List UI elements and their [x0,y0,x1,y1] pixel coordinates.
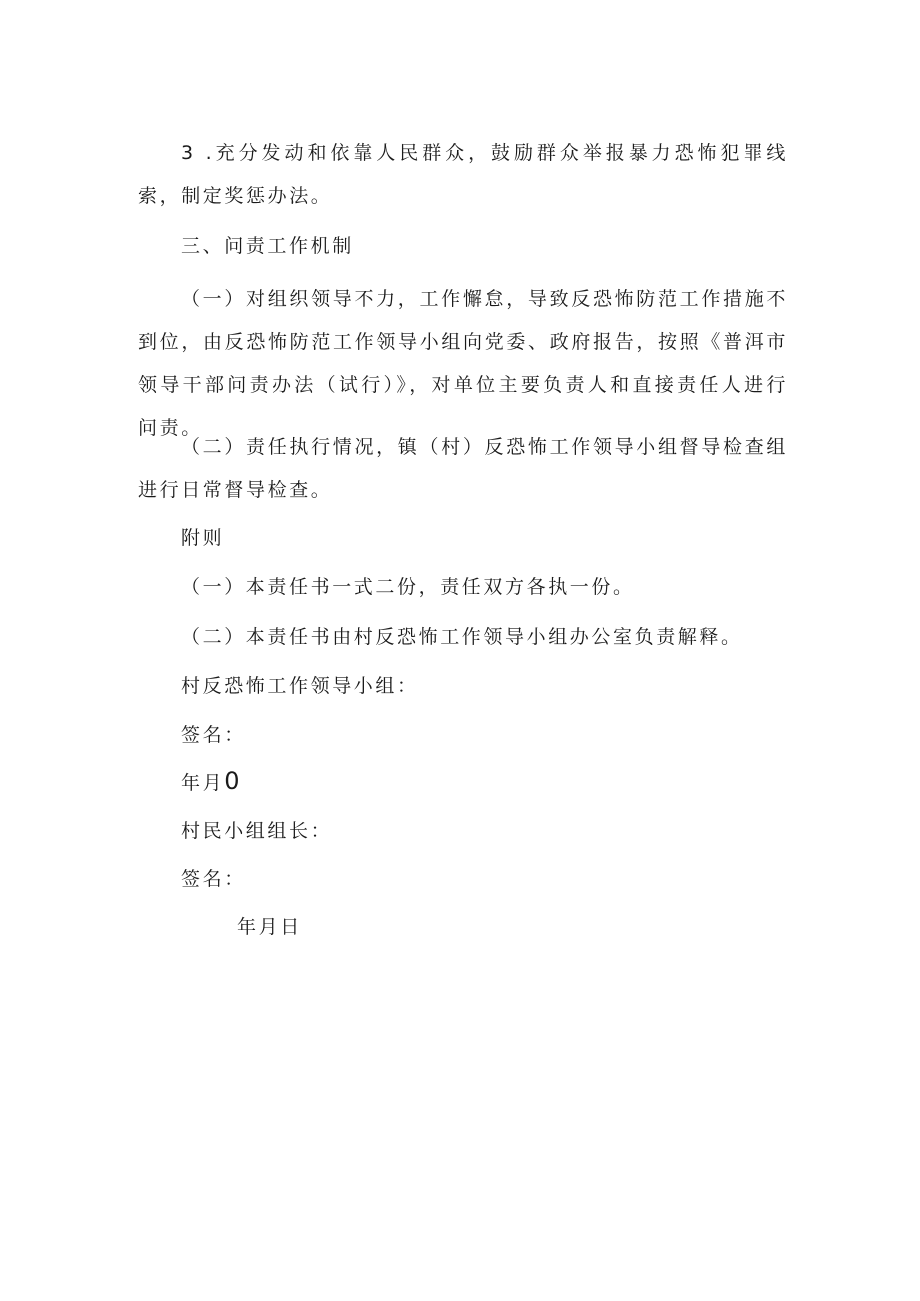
signatory-2-label: 村民小组组长： [181,820,333,842]
section-3-heading: 三、问责工作机制 [181,235,354,257]
accountability-paragraph-2: （二）责任执行情况，镇（村）反恐怖工作领导小组督导检查组进行日常督导检查。 [138,436,788,501]
signature-2-label: 签名： [181,868,246,890]
signature-1-label: 签名： [181,724,246,746]
appendix-item-2: （二）本责任书由村反恐怖工作领导小组办公室负责解释。 [181,626,743,648]
accountability-paragraph-1: （一）对组织领导不力，工作懈怠，导致反恐怖防范工作措施不到位，由反恐怖防范工作领导小组向党委、政府报告，按照《普洱市领导干部问责办法（试行）》，对单位主要负责人和直接责任人进行问责。 [138,288,788,439]
signatory-1-label: 村反恐怖工作领导小组： [181,675,419,697]
date-1-value: 0 [224,767,240,795]
date-1-prefix: 年月 [181,772,225,794]
date-1-line [181,766,239,798]
appendix-heading: 附则 [181,527,225,549]
date-2-line: 年月日 [237,916,302,938]
item-3-paragraph: 3 .充分发动和依靠人民群众，鼓励群众举报暴力恐怖犯罪线索，制定奖惩办法。 [138,142,788,207]
appendix-item-1: （一）本责任书一式二份，责任双方各执一份。 [181,576,635,598]
